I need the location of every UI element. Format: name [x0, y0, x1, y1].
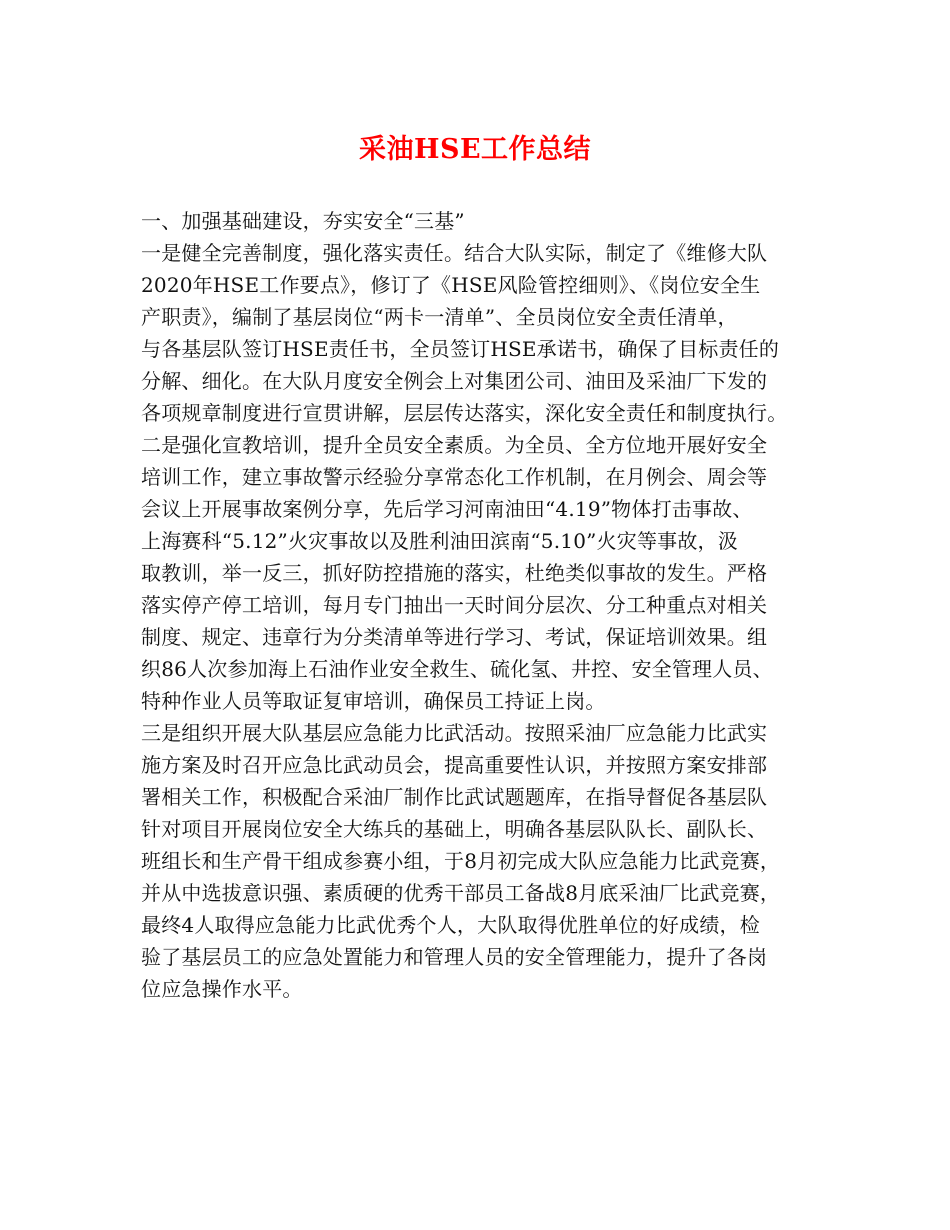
paragraph-line: 施方案及时召开应急比武动员会，提高重要性认识，并按照方案安排部	[141, 753, 768, 777]
paragraph-line: 上海赛科“5.12”火灾事故以及胜利油田滨南“5.10”火灾等事故，汲	[141, 529, 738, 553]
paragraph-line: 针对项目开展岗位安全大练兵的基础上，明确各基层队队长、副队长、	[141, 817, 768, 841]
paragraph-line: 署相关工作，积极配合采油厂制作比武试题题库，在指导督促各基层队	[141, 785, 768, 809]
paragraph-line: 验了基层员工的应急处置能力和管理人员的安全管理能力，提升了各岗	[141, 945, 768, 969]
paragraph-line: 特种作业人员等取证复审培训，确保员工持证上岗。	[141, 689, 606, 713]
paragraph-line: 各项规章制度进行宣贯讲解，层层传达落实，深化安全责任和制度执行。	[141, 401, 788, 425]
paragraph-line: 会议上开展事故案例分享，先后学习河南油田“4.19”物体打击事故、	[141, 497, 753, 521]
paragraph-line: 并从中选拔意识强、素质硬的优秀干部员工备战8月底采油厂比武竞赛，	[141, 881, 781, 905]
paragraph-line: 制度、规定、违章行为分类清单等进行学习、考试，保证培训效果。组	[141, 625, 768, 649]
paragraph-line: 2020年HSE工作要点》，修订了《HSE风险管控细则》、《岗位安全生	[141, 273, 761, 297]
paragraph-line: 三是组织开展大队基层应急能力比武活动。按照采油厂应急能力比武实	[141, 721, 768, 745]
paragraph-line: 最终4人取得应急能力比武优秀个人，大队取得优胜单位的好成绩，检	[141, 913, 760, 937]
paragraph-line: 位应急操作水平。	[141, 977, 303, 1001]
paragraph-line: 班组长和生产骨干组成参赛小组，于8月初完成大队应急能力比武竞赛，	[141, 849, 781, 873]
paragraph-line: 产职责》，编制了基层岗位“两卡一清单”、全员岗位安全责任清单，	[141, 305, 738, 329]
paragraph-line: 培训工作，建立事故警示经验分享常态化工作机制，在月例会、周会等	[141, 465, 768, 489]
paragraph-line: 一是健全完善制度，强化落实责任。结合大队实际，制定了《维修大队	[141, 241, 768, 265]
paragraph-line: 与各基层队签订HSE责任书，全员签订HSE承诺书，确保了目标责任的	[141, 337, 780, 361]
section-heading: 一、加强基础建设，夯实安全“三基”	[141, 209, 465, 233]
paragraph-line: 取教训，举一反三，抓好防控措施的落实，杜绝类似事故的发生。严格	[141, 561, 768, 585]
paragraph-line: 落实停产停工培训，每月专门抽出一天时间分层次、分工种重点对相关	[141, 593, 768, 617]
paragraph-line: 分解、细化。在大队月度安全例会上对集团公司、油田及采油厂下发的	[141, 369, 768, 393]
paragraph-line: 二是强化宣教培训，提升全员安全素质。为全员、全方位地开展好安全	[141, 433, 768, 457]
paragraph-line: 织86人次参加海上石油作业安全救生、硫化氢、井控、安全管理人员、	[141, 657, 773, 681]
document-title: 采油HSE工作总结	[358, 134, 592, 165]
